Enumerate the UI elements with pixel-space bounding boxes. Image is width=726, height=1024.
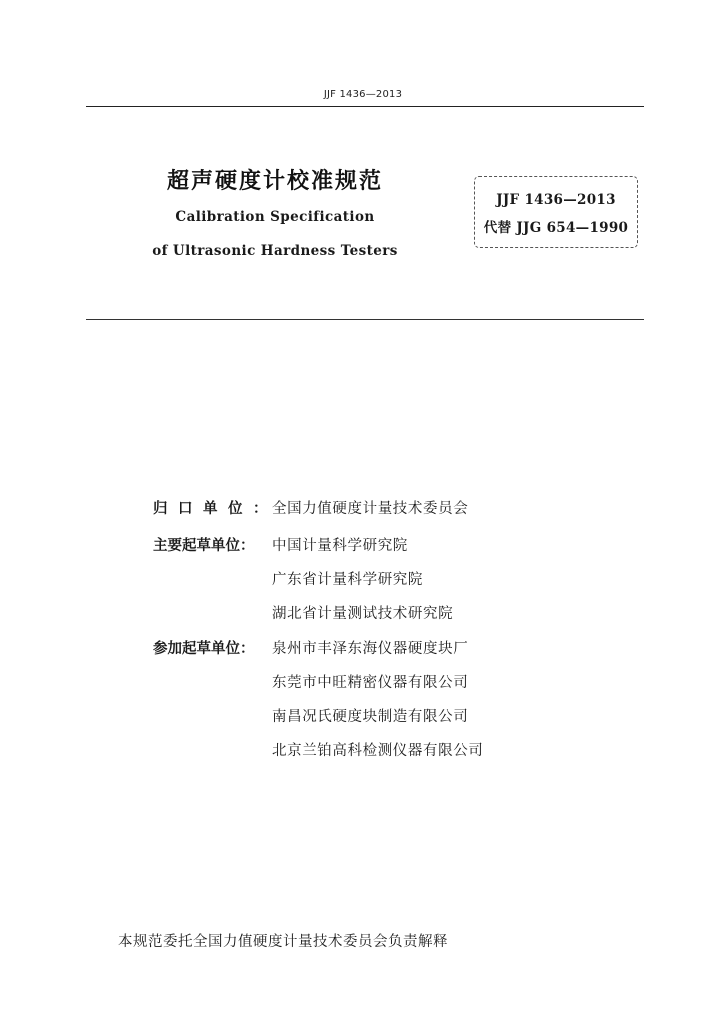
interpretation-note: 本规范委托全国力值硬度计量技术委员会负责解释 — [118, 934, 448, 950]
middle-rule — [86, 319, 644, 320]
replaced-standard-code: 代替 JJG 654—1990 — [483, 220, 629, 236]
info-value: 全国力值硬度计量技术委员会 — [272, 501, 469, 517]
info-label: 归口单位： — [153, 501, 278, 517]
info-value: 南昌况氏硬度块制造有限公司 — [272, 709, 469, 725]
title-english-line1: Calibration Specification — [175, 209, 375, 225]
info-value: 泉州市丰泽东海仪器硬度块厂 — [272, 641, 469, 657]
standard-code-box — [474, 176, 638, 248]
title-chinese: 超声硬度计校准规范 — [166, 169, 383, 194]
info-value: 湖北省计量测试技术研究院 — [272, 606, 454, 622]
info-label: 主要起草单位： — [153, 538, 255, 554]
top-rule — [86, 106, 644, 107]
standard-code: JJF 1436—2013 — [496, 192, 616, 208]
info-value: 北京兰铂高科检测仪器有限公司 — [272, 743, 484, 759]
info-value: 东莞市中旺精密仪器有限公司 — [272, 675, 469, 691]
info-label: 参加起草单位： — [153, 641, 255, 657]
title-english-line2: of Ultrasonic Hardness Testers — [152, 243, 398, 259]
info-value: 广东省计量科学研究院 — [272, 572, 423, 588]
info-value: 中国计量科学研究院 — [272, 538, 408, 554]
running-head: JJF 1436—2013 — [323, 89, 403, 100]
